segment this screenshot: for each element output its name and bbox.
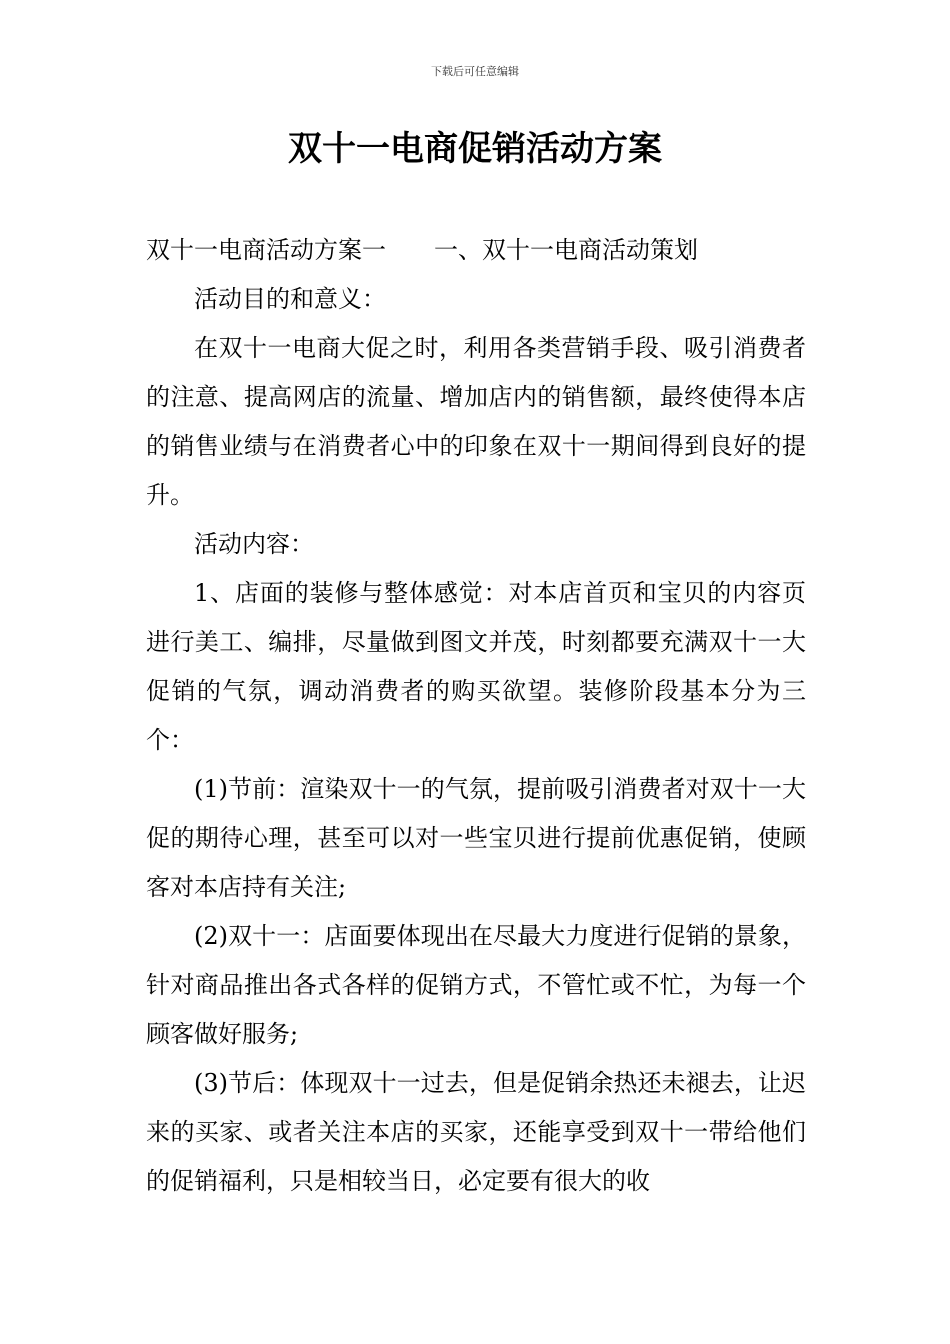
paragraph-store-decoration: 1、店面的装修与整体感觉：对本店首页和宝贝的内容页进行美工、编排，尽量做到图文并茂，时刻都要充满双十一大促销的气氛，调动消费者的购买欲望。装修阶段基本分为三个： <box>146 579 806 754</box>
document-title: 双十一电商促销活动方案 <box>288 129 662 169</box>
subheading-right: 一、双十一电商活动策划 <box>434 236 698 264</box>
paragraph-purpose: 在双十一电商大促之时，利用各类营销手段、吸引消费者的注意、提高网店的流量、增加店内的销售额，最终使得本店的销售业绩与在消费者心中的印象在双十一期间得到良好的提升。 <box>146 334 806 509</box>
document-body <box>146 226 806 1206</box>
paragraph-content-label: 活动内容： <box>194 530 314 558</box>
section-subheading <box>146 226 806 275</box>
paragraph-after-festival: (3)节后：体现双十一过去，但是促销余热还未褪去，让迟来的买家、或者关注本店的买家，还能享受到双十一带给他们的促销福利，只是相较当日，必定要有很大的收 <box>146 1069 806 1195</box>
header-note: 下载后可任意编辑 <box>431 65 519 78</box>
subheading-left: 双十一电商活动方案一 <box>146 236 386 264</box>
paragraph-purpose-label: 活动目的和意义： <box>194 285 386 313</box>
paragraph-before-festival: (1)节前：渲染双十一的气氛，提前吸引消费者对双十一大促的期待心理，甚至可以对一些宝贝进行提前优惠促销，使顾客对本店持有关注; <box>146 775 806 901</box>
paragraph-festival-day: (2)双十一：店面要体现出在尽最大力度进行促销的景象，针对商品推出各式各样的促销方式，不管忙或不忙，为每一个顾客做好服务; <box>146 922 806 1048</box>
